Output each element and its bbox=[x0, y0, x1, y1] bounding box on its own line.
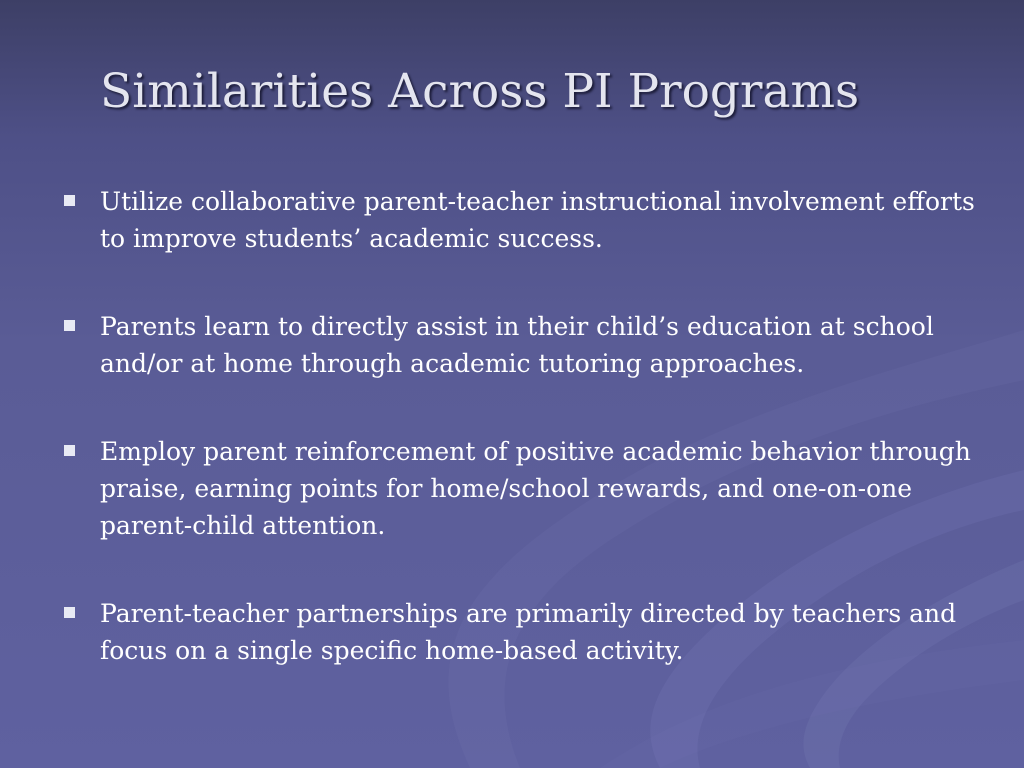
bullet-text: Parent-teacher partnerships are primarily directed by teachers and focus on a single specific home-based activity. bbox=[100, 599, 957, 665]
bullet-text: Parents learn to directly assist in their child’s education at school and/or at home through academic tutoring approaches. bbox=[100, 312, 934, 378]
square-bullet-icon bbox=[64, 320, 75, 331]
bullet-item bbox=[60, 308, 1000, 382]
square-bullet-icon bbox=[64, 195, 75, 206]
square-bullet-icon bbox=[64, 607, 75, 618]
bullet-item bbox=[60, 433, 1000, 544]
bullet-item bbox=[60, 183, 1000, 257]
slide-title: Similarities Across PI Programs bbox=[100, 64, 860, 119]
bullet-text: Employ parent reinforcement of positive academic behavior through praise, earning points for home/school rewards, and one-on-one parent-child attention. bbox=[100, 437, 971, 540]
bullet-list bbox=[60, 183, 1000, 720]
square-bullet-icon bbox=[64, 445, 75, 456]
bullet-text: Utilize collaborative parent-teacher instructional involvement efforts to improve students’ academic success. bbox=[100, 187, 975, 253]
bullet-item bbox=[60, 595, 1000, 669]
